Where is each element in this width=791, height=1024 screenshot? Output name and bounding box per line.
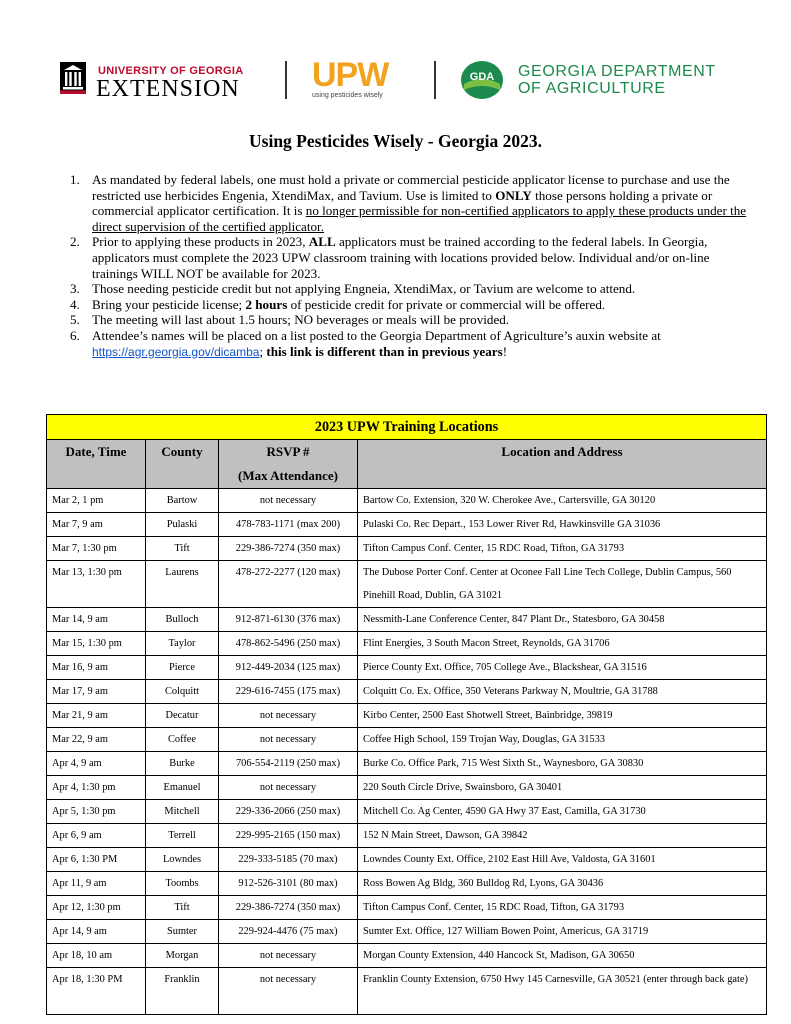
cell-rsvp: not necessary xyxy=(219,776,358,800)
cell-location: Nessmith-Lane Conference Center, 847 Plant Dr., Statesboro, GA 30458 xyxy=(358,608,767,632)
cell-rsvp: 229-386-7274 (350 max) xyxy=(219,537,358,561)
table-header-row xyxy=(47,440,767,489)
table-row xyxy=(47,776,767,800)
table-row xyxy=(47,561,767,608)
note-text: ! xyxy=(502,343,508,359)
cell-county: Pulaski xyxy=(146,513,219,537)
note-text: The meeting will last about 1.5 hours; NO beverages or meals will be provided. xyxy=(92,312,510,328)
table-banner: 2023 UPW Training Locations xyxy=(47,415,767,440)
table-row xyxy=(47,656,767,680)
note-number: 2. xyxy=(70,234,80,250)
cell-rsvp: 478-783-1171 (max 200) xyxy=(219,513,358,537)
cell-rsvp: not necessary xyxy=(219,944,358,968)
cell-rsvp: 912-449-2034 (125 max) xyxy=(219,656,358,680)
table-row xyxy=(47,632,767,656)
header-logos xyxy=(0,58,791,108)
cell-date: Apr 14, 9 am xyxy=(47,920,146,944)
cell-location: The Dubose Porter Conf. Center at Oconee Fall Line Tech College, Dublin Campus, 560 Pinehill Road, Dublin, GA 31021 xyxy=(358,561,767,608)
table-row xyxy=(47,848,767,872)
table-row xyxy=(47,728,767,752)
cell-rsvp: 229-333-5185 (70 max) xyxy=(219,848,358,872)
table-body xyxy=(47,489,767,1015)
header-rsvp xyxy=(219,440,358,489)
page-title: Using Pesticides Wisely - Georgia 2023. xyxy=(249,131,542,151)
note-underlined: no longer permissible for non-certified applicators to apply these products under the direct supervision of the certified applicator. xyxy=(92,203,747,234)
table-row xyxy=(47,537,767,561)
cell-location: Morgan County Extension, 440 Hancock St, Madison, GA 30650 xyxy=(358,944,767,968)
cell-location: Colquitt Co. Ex. Office, 350 Veterans Parkway N, Moultrie, GA 31788 xyxy=(358,680,767,704)
cell-county: Toombs xyxy=(146,872,219,896)
cell-location: Pierce County Ext. Office, 705 College Ave., Blackshear, GA 31516 xyxy=(358,656,767,680)
note-item xyxy=(70,172,750,234)
cell-rsvp: 912-871-6130 (376 max) xyxy=(219,608,358,632)
uga-arch-icon xyxy=(60,62,86,94)
logo-divider xyxy=(434,61,436,99)
cell-county: Franklin xyxy=(146,968,219,1015)
cell-rsvp: 229-616-7455 (175 max) xyxy=(219,680,358,704)
cell-rsvp: not necessary xyxy=(219,704,358,728)
cell-date: Apr 11, 9 am xyxy=(47,872,146,896)
cell-county: Tift xyxy=(146,537,219,561)
gda-badge-text: GDA xyxy=(469,71,495,83)
note-item xyxy=(70,312,750,328)
cell-county: Lowndes xyxy=(146,848,219,872)
note-item xyxy=(70,328,750,360)
note-item xyxy=(70,234,750,281)
cell-county: Bartow xyxy=(146,489,219,513)
cell-date: Mar 22, 9 am xyxy=(47,728,146,752)
note-text: those persons holding a private or commercial applicator certification. It is xyxy=(92,187,713,219)
cell-county: Mitchell xyxy=(146,800,219,824)
cell-date: Apr 4, 1:30 pm xyxy=(47,776,146,800)
note-bold: 2 hours xyxy=(245,296,288,312)
table-row xyxy=(47,704,767,728)
cell-county: Laurens xyxy=(146,561,219,608)
cell-county: Emanuel xyxy=(146,776,219,800)
cell-county: Tift xyxy=(146,896,219,920)
cell-rsvp: 229-386-7274 (350 max) xyxy=(219,896,358,920)
cell-location: Burke Co. Office Park, 715 West Sixth St., Waynesboro, GA 30830 xyxy=(358,752,767,776)
cell-rsvp: 478-862-5496 (250 max) xyxy=(219,632,358,656)
uga-extension-text: EXTENSION xyxy=(96,76,240,102)
note-item xyxy=(70,297,750,313)
notes-list xyxy=(70,172,750,360)
cell-date: Mar 13, 1:30 pm xyxy=(47,561,146,608)
note-number: 6. xyxy=(70,327,80,343)
cell-location: Lowndes County Ext. Office, 2102 East Hill Ave, Valdosta, GA 31601 xyxy=(358,848,767,872)
cell-date: Mar 21, 9 am xyxy=(47,704,146,728)
gda-name-line1: GEORGIA DEPARTMENT xyxy=(518,63,716,80)
note-bold: ONLY xyxy=(495,187,532,203)
cell-county: Burke xyxy=(146,752,219,776)
note-number: 3. xyxy=(70,281,80,297)
training-locations-table xyxy=(46,414,767,1015)
cell-location: Bartow Co. Extension, 320 W. Cherokee Ave., Cartersville, GA 30120 xyxy=(358,489,767,513)
header-location: Location and Address xyxy=(358,440,767,489)
cell-date: Mar 16, 9 am xyxy=(47,656,146,680)
note-text: Those needing pesticide credit but not applying Engneia, XtendiMax, or Tavium are welcome to attend. xyxy=(92,281,636,297)
cell-date: Mar 7, 1:30 pm xyxy=(47,537,146,561)
cell-location: Mitchell Co. Ag Center, 4590 GA Hwy 37 East, Camilla, GA 31730 xyxy=(358,800,767,824)
cell-county: Colquitt xyxy=(146,680,219,704)
cell-location: 152 N Main Street, Dawson, GA 39842 xyxy=(358,824,767,848)
cell-county: Sumter xyxy=(146,920,219,944)
table-row xyxy=(47,752,767,776)
cell-location: Pulaski Co. Rec Depart., 153 Lower River Rd, Hawkinsville GA 31036 xyxy=(358,513,767,537)
note-number: 1. xyxy=(70,172,80,187)
note-bold: this link is different than in previous years xyxy=(266,343,503,359)
cell-rsvp: 478-272-2277 (120 max) xyxy=(219,561,358,608)
cell-location: Sumter Ext. Office, 127 William Bowen Point, Americus, GA 31719 xyxy=(358,920,767,944)
cell-rsvp: not necessary xyxy=(219,489,358,513)
cell-date: Mar 2, 1 pm xyxy=(47,489,146,513)
cell-date: Apr 5, 1:30 pm xyxy=(47,800,146,824)
note-text: Bring your pesticide license; xyxy=(92,296,246,312)
cell-county: Taylor xyxy=(146,632,219,656)
gda-name-line2: OF AGRICULTURE xyxy=(518,80,666,97)
header-county: County xyxy=(146,440,219,489)
cell-rsvp: not necessary xyxy=(219,728,358,752)
note-text: ; xyxy=(259,343,267,359)
cell-rsvp: 706-554-2119 (250 max) xyxy=(219,752,358,776)
table-row xyxy=(47,489,767,513)
cell-rsvp: not necessary xyxy=(219,968,358,1015)
cell-location: 220 South Circle Drive, Swainsboro, GA 30401 xyxy=(358,776,767,800)
cell-location: Franklin County Extension, 6750 Hwy 145 Carnesville, GA 30521 (enter through back gate) xyxy=(358,968,767,1015)
cell-date: Apr 6, 9 am xyxy=(47,824,146,848)
note-number: 4. xyxy=(70,296,80,312)
cell-date: Mar 17, 9 am xyxy=(47,680,146,704)
note-text: Attendee’s names will be placed on a list posted to the Georgia Department of Agriculture’s auxin website at xyxy=(92,327,661,343)
cell-location: Tifton Campus Conf. Center, 15 RDC Road, Tifton, GA 31793 xyxy=(358,896,767,920)
cell-date: Apr 18, 10 am xyxy=(47,944,146,968)
table-row xyxy=(47,920,767,944)
dicamba-link[interactable]: https://agr.georgia.gov/dicamba xyxy=(92,344,260,359)
note-text: Prior to applying these products in 2023, xyxy=(92,234,309,250)
header-date: Date, Time xyxy=(47,440,146,489)
cell-county: Coffee xyxy=(146,728,219,752)
table-row xyxy=(47,800,767,824)
note-text: applicators must be trained according to the federal labels. In Georgia, applicators must complete the 2023 UPW classroom training with locations provided below. Individual and/or on-line trainings WILL NOT be available for 2023. xyxy=(92,234,710,281)
cell-location: Tifton Campus Conf. Center, 15 RDC Road, Tifton, GA 31793 xyxy=(358,537,767,561)
note-item xyxy=(70,281,750,297)
cell-county: Terrell xyxy=(146,824,219,848)
cell-date: Mar 7, 9 am xyxy=(47,513,146,537)
cell-date: Apr 6, 1:30 PM xyxy=(47,848,146,872)
cell-date: Apr 18, 1:30 PM xyxy=(47,968,146,1015)
table-row xyxy=(47,824,767,848)
cell-rsvp: 229-336-2066 (250 max) xyxy=(219,800,358,824)
cell-location: Ross Bowen Ag Bldg, 360 Bulldog Rd, Lyons, GA 30436 xyxy=(358,872,767,896)
cell-county: Decatur xyxy=(146,704,219,728)
note-bold: ALL xyxy=(308,234,336,250)
cell-date: Mar 15, 1:30 pm xyxy=(47,632,146,656)
table-row xyxy=(47,680,767,704)
cell-date: Mar 14, 9 am xyxy=(47,608,146,632)
logo-divider xyxy=(285,61,287,99)
table-row xyxy=(47,968,767,1015)
gda-name xyxy=(518,63,716,97)
note-text: As mandated by federal labels, one must hold a private or commercial pesticide applicator license to purchase and use the restricted use herbicides Engenia, XtendiMax, and Tavium. Use is limited to xyxy=(92,172,730,203)
cell-rsvp: 229-995-2165 (150 max) xyxy=(219,824,358,848)
note-number: 5. xyxy=(70,312,80,328)
cell-location: Kirbo Center, 2500 East Shotwell Street, Bainbridge, 39819 xyxy=(358,704,767,728)
cell-rsvp: 912-526-3101 (80 max) xyxy=(219,872,358,896)
table-row xyxy=(47,513,767,537)
cell-date: Apr 4, 9 am xyxy=(47,752,146,776)
table-row xyxy=(47,608,767,632)
header-rsvp-line1: RSVP # xyxy=(266,444,310,459)
upw-tagline: using pesticides wisely xyxy=(312,92,383,99)
cell-rsvp: 229-924-4476 (75 max) xyxy=(219,920,358,944)
upw-wordmark: UPW xyxy=(312,56,389,94)
note-text: of pesticide credit for private or commercial will be offered. xyxy=(287,296,606,312)
cell-county: Bulloch xyxy=(146,608,219,632)
uga-university-text: UNIVERSITY OF GEORGIA xyxy=(98,65,244,77)
cell-county: Morgan xyxy=(146,944,219,968)
upw-logo xyxy=(312,56,389,99)
cell-location: Flint Energies, 3 South Macon Street, Reynolds, GA 31706 xyxy=(358,632,767,656)
table-row xyxy=(47,896,767,920)
table-row xyxy=(47,872,767,896)
cell-location: Coffee High School, 159 Trojan Way, Douglas, GA 31533 xyxy=(358,728,767,752)
table-row xyxy=(47,944,767,968)
gda-badge-icon xyxy=(460,60,504,100)
cell-county: Pierce xyxy=(146,656,219,680)
cell-date: Apr 12, 1:30 pm xyxy=(47,896,146,920)
header-rsvp-line2: (Max Attendance) xyxy=(237,468,338,483)
